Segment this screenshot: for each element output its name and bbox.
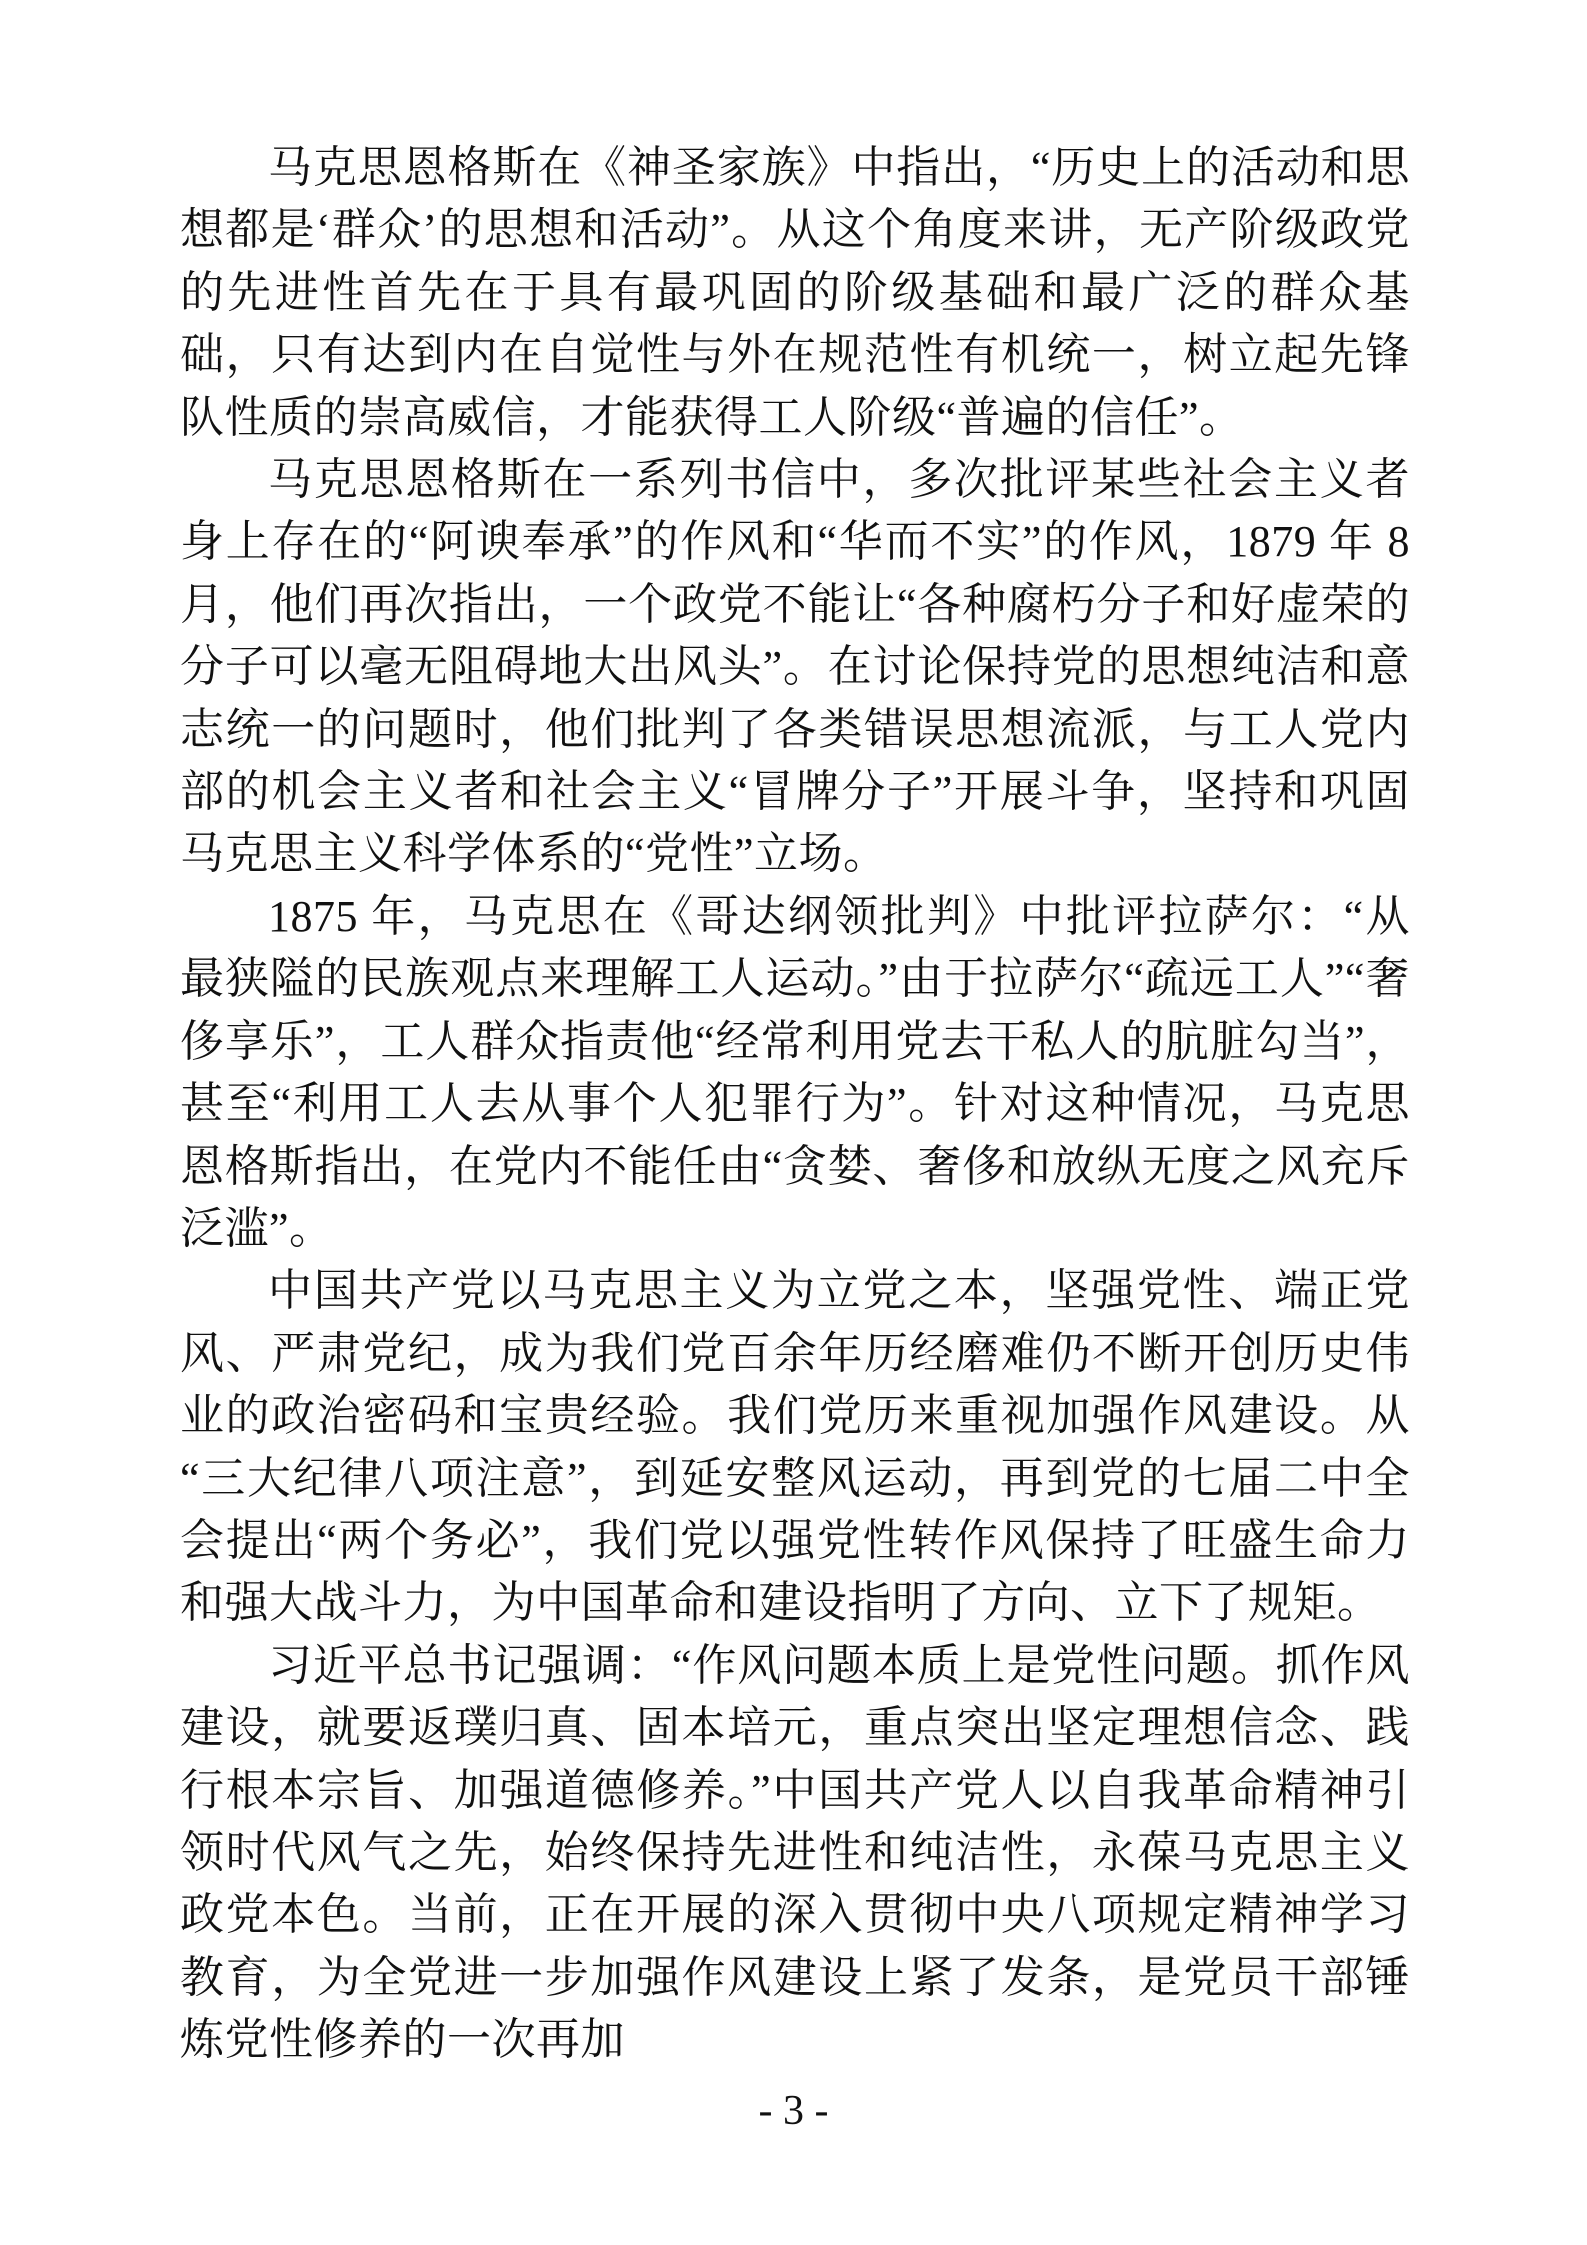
document-body bbox=[180, 137, 1410, 2072]
paragraph: 马克思恩格斯在一系列书信中，多次批评某些社会主义者身上存在的“阿谀奉承”的作风和“华而不实”的作风，1879 年 8 月，他们再次指出，一个政党不能让“各种腐朽分子和好虚荣的分子可以毫无阻碍地大出风头”。在讨论保持党的思想纯洁和意志统一的问题时，他们批判了各类错误思想流派，与工人党内部的机会主义者和社会主义“冒牌分子”开展斗争，坚持和巩固马克思主义科学体系的“党性”立场。 bbox=[180, 455, 1410, 879]
page-number: - 3 - bbox=[758, 2088, 829, 2134]
paragraph: 马克思恩格斯在《神圣家族》中指出，“历史上的活动和思想都是‘群众’的思想和活动”。从这个角度来讲，无产阶级政党的先进性首先在于具有最巩固的阶级基础和最广泛的群众基础，只有达到内在自觉性与外在规范性有机统一，树立起先锋队性质的崇高威信，才能获得工人阶级“普遍的信任”。 bbox=[180, 143, 1410, 442]
paragraph: 1875 年，马克思在《哥达纲领批判》中批评拉萨尔：“从最狭隘的民族观点来理解工人运动。”由于拉萨尔“疏远工人”“奢侈享乐”，工人群众指责他“经常利用党去干私人的肮脏勾当”，甚至“利用工人去从事个人犯罪行为”。针对这种情况，马克思恩格斯指出，在党内不能任由“贪婪、奢侈和放纵无度之风充斥泛滥”。 bbox=[180, 891, 1410, 1253]
paragraph: 中国共产党以马克思主义为立党之本，坚强党性、端正党风、严肃党纪，成为我们党百余年历经磨难仍不断开创历史伟业的政治密码和宝贵经验。我们党历来重视加强作风建设。从“三大纪律八项注意”，到延安整风运动，再到党的七届二中全会提出“两个务必”，我们党以强党性转作风保持了旺盛生命力和强大战斗力，为中国革命和建设指明了方向、立下了规矩。 bbox=[180, 1266, 1410, 1628]
paragraph: 习近平总书记强调：“作风问题本质上是党性问题。抓作风建设，就要返璞归真、固本培元，重点突出坚定理想信念、践行根本宗旨、加强道德修养。”中国共产党人以自我革命精神引领时代风气之先，始终保持先进性和纯洁性，永葆马克思主义政党本色。当前，正在开展的深入贯彻中央八项规定精神学习教育，为全党进一步加强作风建设上紧了发条，是党员干部锤炼党性修养的一次再加 bbox=[180, 1640, 1410, 2065]
